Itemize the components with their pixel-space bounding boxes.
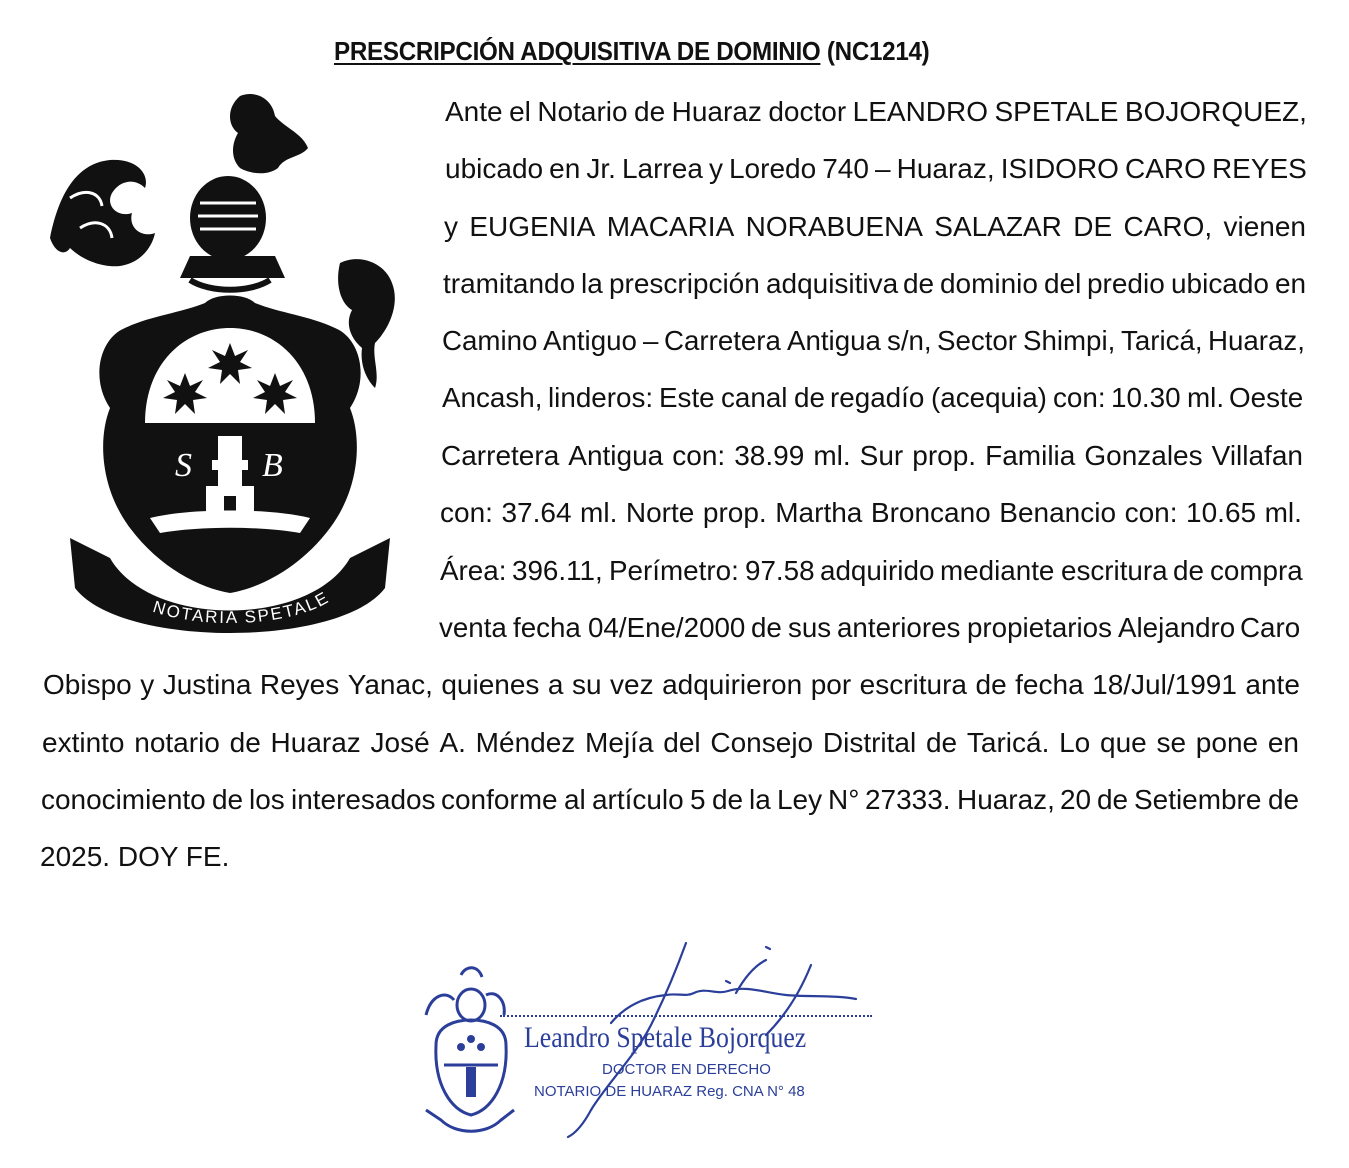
body-line-14: 2025. DOY FE.	[40, 841, 230, 872]
title-main: PRESCRIPCIÓN ADQUISITIVA DE DOMINIO	[334, 36, 821, 66]
body-line-3: y EUGENIA MACARIA NORABUENA SALAZAR DE CARO, vienen	[444, 211, 1306, 242]
crest-initial-right: B	[262, 447, 283, 484]
body-line-13: conocimiento de los interesados conforme al artículo 5 de la Ley N° 27333. Huaraz, 20 de Setiembre de	[41, 784, 1300, 815]
body-line-9: Área: 396.11, Perímetro: 97.58 adquirido mediante escritura de compra	[440, 555, 1303, 586]
body-line-7: Carretera Antigua con: 38.99 ml. Sur prop. Familia Gonzales Villafan	[441, 440, 1303, 471]
body-line-11: Obispo y Justina Reyes Yanac, quienes a su vez adquirieron por escritura de fecha 18/Jul/1991 ante	[43, 669, 1300, 700]
crest-initial-left: S	[175, 447, 192, 484]
notary-crest-logo	[40, 88, 420, 658]
body-line-8: con: 37.64 ml. Norte prop. Martha Broncano Benancio con: 10.65 ml.	[440, 497, 1302, 528]
title-code: (NC1214)	[826, 36, 930, 66]
crest-motto: NOTARIA SPETALE	[150, 587, 333, 628]
seal-registration: NOTARIO DE HUARAZ Reg. CNA N° 48	[534, 1083, 805, 1100]
page-title	[334, 36, 929, 67]
seal-title: DOCTOR EN DERECHO	[602, 1061, 771, 1078]
body-line-5: Camino Antiguo – Carretera Antigua s/n, Sector Shimpi, Taricá, Huaraz,	[442, 325, 1306, 356]
notary-seal-signature	[416, 935, 886, 1145]
body-line-4: tramitando la prescripción adquisitiva de dominio del predio ubicado en	[443, 268, 1307, 299]
left-mantling-icon	[50, 160, 155, 266]
lion-crest-icon	[230, 94, 308, 173]
body-line-10: venta fecha 04/Ene/2000 de sus anteriores propietarios Alejandro Caro	[439, 612, 1301, 643]
seal-notary-name: Leandro Spetale Bojorquez	[524, 1021, 807, 1054]
body-line-2: ubicado en Jr. Larrea y Loredo 740 – Huaraz, ISIDORO CARO REYES	[445, 153, 1307, 184]
body-line-6: Ancash, linderos: Este canal de regadío (acequia) con: 10.30 ml. Oeste	[442, 382, 1304, 413]
handwritten-signature	[416, 935, 886, 1145]
body-line-12: extinto notario de Huaraz José A. Méndez Mejía del Consejo Distrital de Taricá. Lo que se pone en	[42, 727, 1299, 758]
body-line-1: Ante el Notario de Huaraz doctor LEANDRO SPETALE BOJORQUEZ,	[445, 96, 1307, 127]
